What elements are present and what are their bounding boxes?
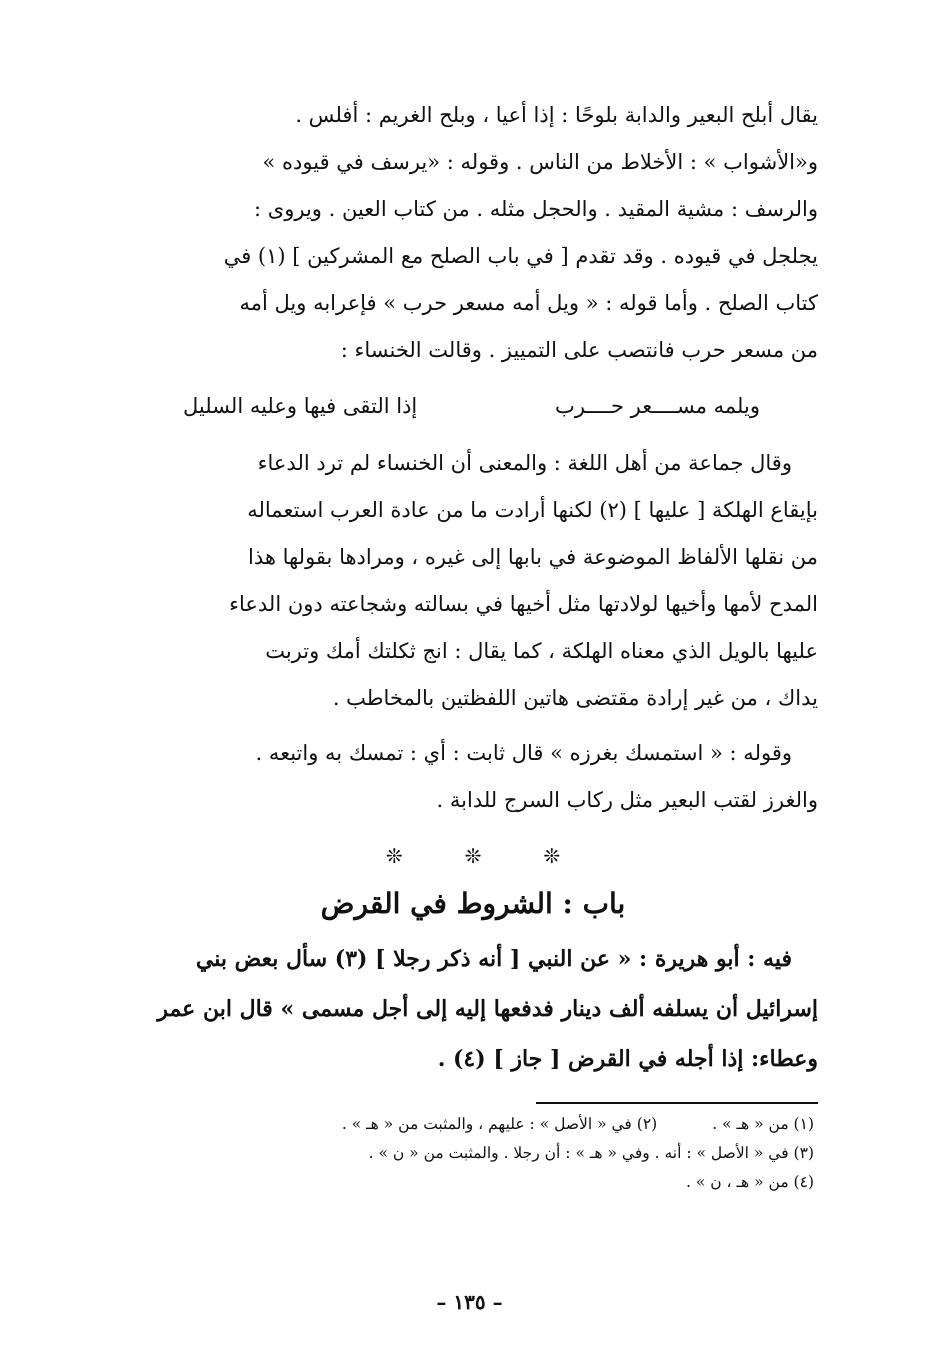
star-ornament: ❊ xyxy=(543,844,561,868)
text-line: بإيقاع الهلكة [ عليها ] (٢) لكنها أرادت ما من عادة العرب استعماله xyxy=(247,498,818,522)
poem-hemistich-left: إذا التقى فيها وعليه السليل xyxy=(183,394,418,418)
text-line: وقوله : « استمسك بغرزه » قال ثابت : أي : تمسك به واتبعه . xyxy=(255,741,792,765)
text-line: من نقلها الألفاظ الموضوعة في بابها إلى غيره ، ومرادها بقولها هذا xyxy=(248,545,818,569)
text-line: فيه : أبو هريرة : « عن النبي [ أنه ذكر رجلا ] (٣) سأل بعض بني xyxy=(195,946,792,972)
paragraph-1 xyxy=(128,92,818,374)
footnotes xyxy=(128,1110,818,1197)
text-line: والغرز لقتب البعير مثل ركاب السرج للدابة . xyxy=(436,788,818,812)
poem-hemistich-right: ويلمه مســــعر حــــرب xyxy=(555,394,760,418)
text-line: المدح لأمها وأخيها لولادتها مثل أخيها في بسالته وشجاعته دون الدعاء xyxy=(229,592,818,616)
footnote-row xyxy=(128,1110,814,1139)
text-line: و«الأشواب » : الأخلاط من الناس . وقوله : «يرسف في قيوده » xyxy=(262,150,818,174)
paragraph-3 xyxy=(128,730,818,824)
page-number: – ١٣٥ – xyxy=(436,1290,503,1314)
paragraph-2 xyxy=(128,440,818,722)
footnote-4: (٤) من « هـ ، ن » . xyxy=(685,1173,814,1191)
chapter-heading: باب : الشروط في القرض xyxy=(320,887,626,920)
text-line: من مسعر حرب فانتصب على التمييز . وقالت الخنساء : xyxy=(340,338,818,362)
text-line: وعطاء: إذا أجله في القرض [ جاز ] (٤) . xyxy=(437,1046,818,1072)
text-line: عليها بالويل الذي معناه الهلكة ، كما يقال : انج ثكلتك أمك وتربت xyxy=(265,639,818,663)
page-content xyxy=(128,92,818,1197)
text-line: يداك ، من غير إرادة مقتضى هاتين اللفظتين بالمخاطب . xyxy=(332,686,818,710)
poem-verse xyxy=(128,374,818,440)
footnote-2: (٢) في « الأصل » : عليهم ، والمثبت من « هـ » . xyxy=(341,1115,658,1133)
star-ornament: ❊ xyxy=(385,844,403,868)
text-line: إسرائيل أن يسلفه ألف دينار فدفعها إليه إلى أجل مسمى » قال ابن عمر xyxy=(157,996,818,1022)
star-ornament: ❊ xyxy=(464,844,482,868)
footnote-separator xyxy=(536,1102,818,1104)
section-separator xyxy=(128,844,818,868)
paragraph-4 xyxy=(128,934,818,1084)
footnote-1: (١) من « هـ » . xyxy=(712,1115,814,1133)
text-line: يجلجل في قيوده . وقد تقدم [ في باب الصلح مع المشركين ] (١) في xyxy=(223,244,818,268)
text-line: والرسف : مشية المقيد . والحجل مثله . من كتاب العين . ويروى : xyxy=(254,197,818,221)
text-line: كتاب الصلح . وأما قوله : « ويل أمه مسعر حرب » فإعرابه ويل أمه xyxy=(239,291,818,315)
footnote-3: (٣) في « الأصل » : أنه . وفي « هـ » : أن رجلا . والمثبت من « ن » . xyxy=(368,1144,814,1162)
text-line: يقال أبلح البعير والدابة بلوحًا : إذا أعيا ، وبلح الغريم : أفلس . xyxy=(295,103,818,127)
text-line: وقال جماعة من أهل اللغة : والمعنى أن الخنساء لم ترد الدعاء xyxy=(257,451,792,475)
